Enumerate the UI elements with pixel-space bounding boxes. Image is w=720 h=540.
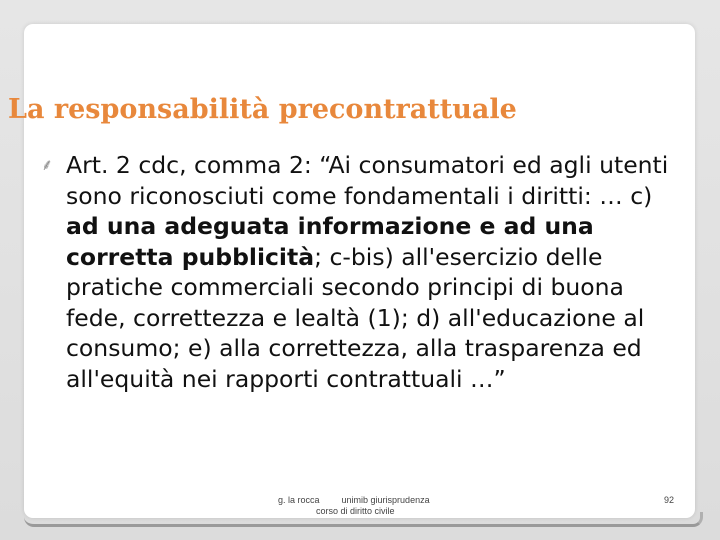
page-number: 92 xyxy=(664,495,675,505)
body-text-part1: Art. 2 cdc, comma 2: “Ai consumatori ed agli utenti sono riconosciuti come fondamentali i diritti: … c) xyxy=(66,151,669,210)
slide-body xyxy=(41,150,686,394)
slide-title: La responsabilità precontrattuale xyxy=(8,94,517,125)
footer-course: corso di diritto civile xyxy=(316,506,395,516)
slide-footer xyxy=(278,495,430,517)
body-text-bold: ad una adeguata informazione e ad una corretta pubblicità xyxy=(66,212,594,271)
footer-institution: unimib giurisprudenza xyxy=(341,495,430,505)
body-text-part2: ; c-bis) all'esercizio delle pratiche commerciali secondo principi di buona fede, correttezza e lealtà (1); d) all'educazione al consumo; e) alla correttezza, alla trasparenza ed all'equità nei rapporti contrattuali …” xyxy=(66,242,645,393)
footer-author: g. la rocca xyxy=(278,495,320,505)
bullet-icon: ⸙ xyxy=(41,155,54,174)
